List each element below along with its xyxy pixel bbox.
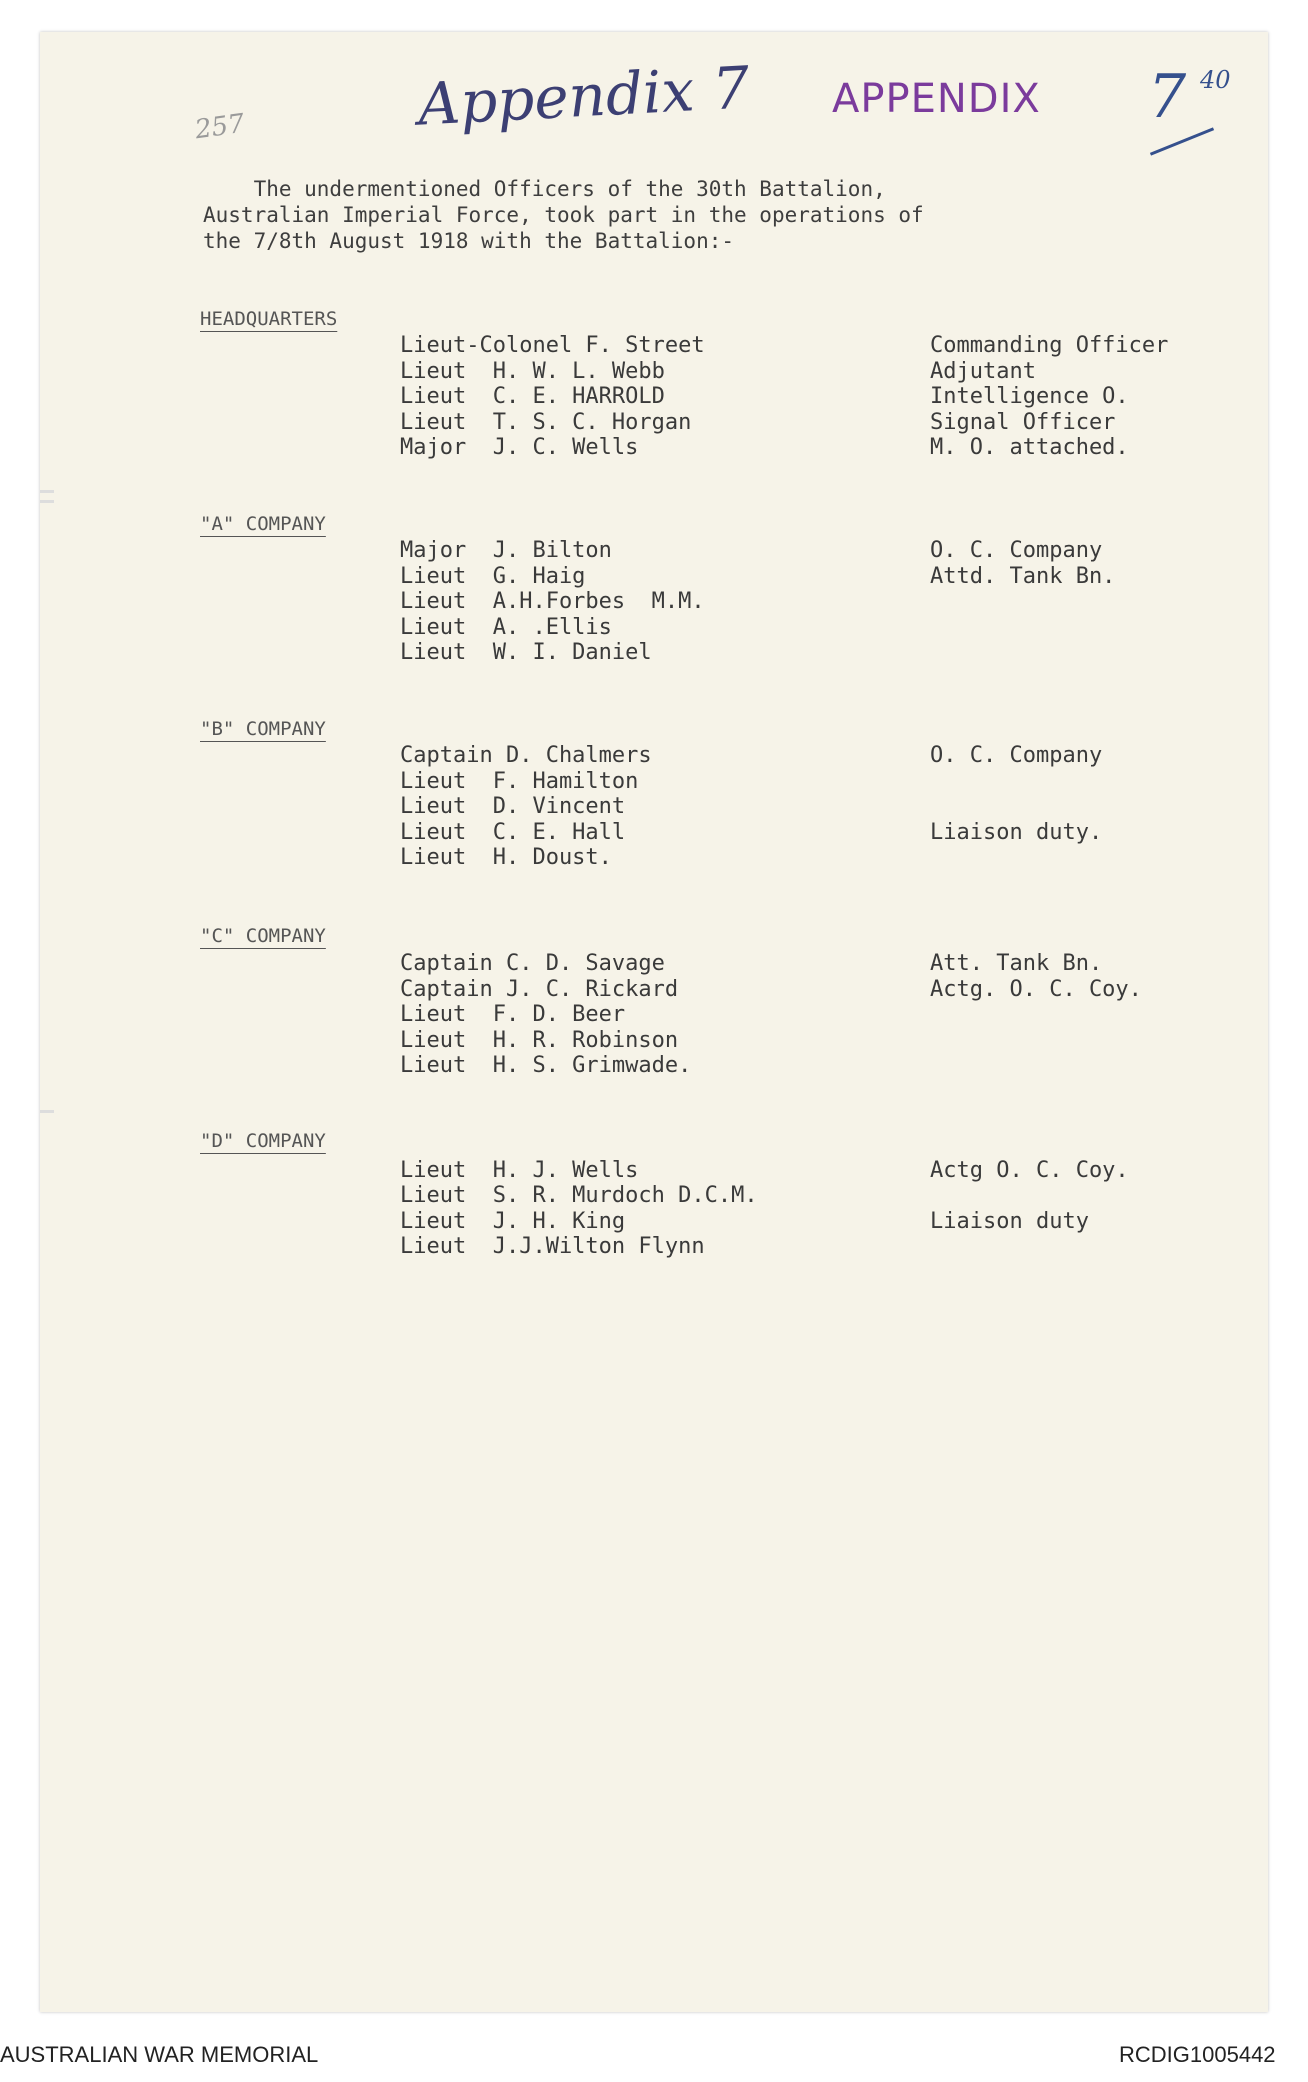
appendix-stamp: APPENDIX <box>832 76 1041 122</box>
section-title-d-company: "D" COMPANY <box>200 1130 326 1152</box>
officer-name: Lieut H. S. Grimwade. <box>400 1053 692 1078</box>
officer-name: Lieut S. R. Murdoch D.C.M. <box>400 1183 758 1208</box>
officer-name: Lieut A.H.Forbes M.M. <box>400 589 705 614</box>
officer-role: Att. Tank Bn. <box>930 951 1103 976</box>
officer-role <box>930 794 1102 820</box>
officer-name: Lieut J. H. King <box>400 1208 626 1234</box>
officer-role: Attd. Tank Bn. <box>930 563 1116 589</box>
footer-credit: AUSTRALIAN WAR MEMORIAL <box>0 2042 319 2067</box>
officer-list <box>400 538 705 666</box>
officer-name: Lieut C. E. HARROLD <box>400 384 665 409</box>
officer-role: Actg. O. C. Coy. <box>930 976 1142 1002</box>
officer-name: Lieut T. S. C. Horgan <box>400 409 692 435</box>
intro-line: Australian Imperial Force, took part in the operations of <box>203 203 924 227</box>
officer-name: Lieut H. R. Robinson <box>400 1027 679 1053</box>
officer-name: Lieut F. Hamilton <box>400 768 639 794</box>
officer-role: Liaison duty <box>930 1208 1089 1234</box>
section-title-c-company: "C" COMPANY <box>200 925 326 947</box>
section-title-a-company: "A" COMPANY <box>200 513 326 535</box>
footer-record-id: RCDIG1005442 <box>1119 2042 1276 2067</box>
officer-role <box>930 1183 1129 1209</box>
officer-role: Intelligence O. <box>930 384 1129 409</box>
officer-role <box>930 1234 1129 1260</box>
officer-name: Lieut G. Haig <box>400 563 586 589</box>
officer-role: Signal Officer <box>930 409 1116 435</box>
officer-name: Major J. Bilton <box>400 538 612 563</box>
officer-role <box>930 1028 1142 1054</box>
punch-mark <box>40 490 54 493</box>
officer-role <box>930 845 1102 871</box>
officer-list <box>400 743 652 871</box>
officer-name: Captain D. Chalmers <box>400 743 652 768</box>
officer-role <box>930 1053 1142 1079</box>
officer-name: Lieut H. J. Wells <box>400 1157 639 1183</box>
page-number: 40 <box>1200 66 1231 94</box>
intro-line: the 7/8th August 1918 with the Battalion:- <box>203 229 735 253</box>
role-list <box>930 1132 1129 1260</box>
officer-role <box>930 615 1115 641</box>
officer-name: Lieut-Colonel F. Street <box>400 333 705 358</box>
officer-name <box>400 1132 758 1158</box>
officer-role: M. O. attached. <box>930 435 1129 460</box>
officer-name: Lieut D. Vincent <box>400 794 626 819</box>
officer-list <box>400 1132 758 1260</box>
officer-role: Commanding Officer <box>930 333 1169 358</box>
officer-role: O. C. Company <box>930 538 1103 563</box>
officer-role <box>930 1132 1129 1158</box>
officer-name: Major J. C. Wells <box>400 435 639 460</box>
section-title-b-company: "B" COMPANY <box>200 718 326 740</box>
handwritten-number: 7 <box>1148 62 1187 132</box>
section-title-headquarters: HEADQUARTERS <box>200 308 338 330</box>
officer-role <box>930 1002 1142 1028</box>
role-list <box>930 743 1102 871</box>
handwritten-title: Appendix 7 <box>416 53 752 139</box>
officer-role: O. C. Company <box>930 743 1103 768</box>
officer-name: Lieut J.J.Wilton Flynn <box>400 1234 705 1259</box>
officer-name: Captain C. D. Savage <box>400 951 665 976</box>
folio-number: 257 <box>193 108 247 146</box>
officer-role <box>930 640 1115 666</box>
intro-line: The undermentioned Officers of the 30th Battalion, <box>203 177 886 201</box>
punch-mark <box>40 500 54 503</box>
role-list <box>930 538 1115 666</box>
officer-name: Lieut C. E. Hall <box>400 819 626 845</box>
officer-name: Lieut A. .Ellis <box>400 614 612 640</box>
officer-name: Lieut W. I. Daniel <box>400 640 652 665</box>
punch-mark <box>40 1110 54 1113</box>
officer-name: Lieut H. Doust. <box>400 845 612 870</box>
officer-name: Lieut F. D. Beer <box>400 1002 626 1027</box>
officer-name: Lieut H. W. L. Webb <box>400 358 665 384</box>
role-list <box>930 951 1142 1079</box>
officer-name: Captain J. C. Rickard <box>400 976 679 1002</box>
officer-list <box>400 333 705 461</box>
officer-role: Actg O. C. Coy. <box>930 1157 1129 1183</box>
officer-role <box>930 769 1102 795</box>
officer-role: Liaison duty. <box>930 819 1103 845</box>
officer-list <box>400 951 691 1079</box>
role-list <box>930 333 1168 461</box>
officer-role <box>930 589 1115 615</box>
intro-paragraph <box>203 176 1103 254</box>
officer-role: Adjutant <box>930 358 1036 384</box>
